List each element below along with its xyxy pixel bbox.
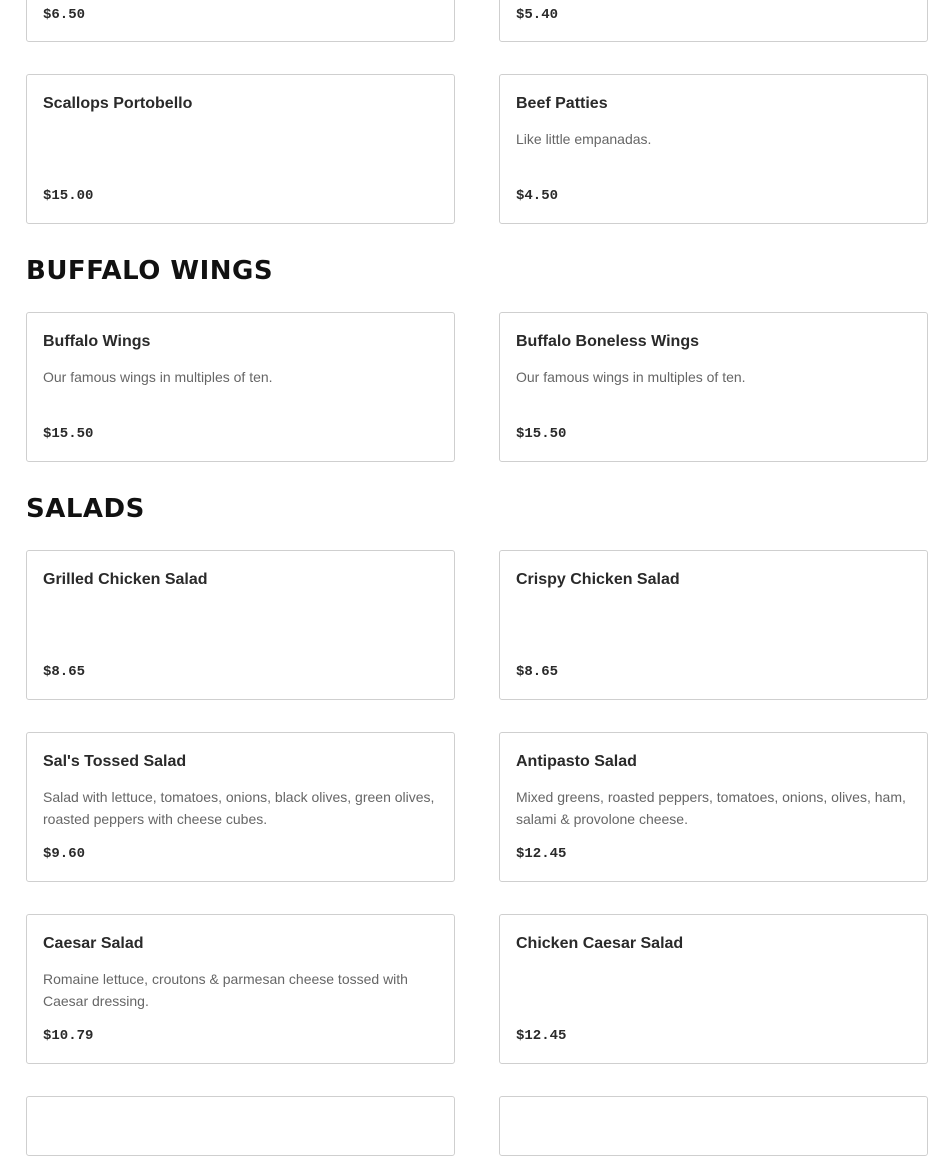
item-name: Grilled Chicken Salad	[43, 571, 208, 588]
menu-item-card[interactable]	[26, 732, 455, 882]
item-price: $15.50	[43, 426, 94, 442]
menu-item-card[interactable]	[26, 312, 455, 462]
item-name: Crispy Chicken Salad	[516, 571, 680, 588]
item-name: Sal's Tossed Salad	[43, 753, 187, 770]
menu-item-card[interactable]	[499, 550, 928, 700]
item-price: $5.40	[516, 7, 559, 23]
item-name: Beef Patties	[516, 95, 608, 112]
item-price: $12.45	[516, 846, 567, 862]
item-price: $12.45	[516, 1028, 567, 1044]
item-name: Buffalo Wings	[43, 333, 151, 350]
item-name: Antipasto Salad	[516, 753, 637, 770]
item-description: Our famous wings in multiples of ten.	[43, 369, 273, 385]
menu-item-card[interactable]	[499, 312, 928, 462]
item-price: $8.65	[43, 664, 86, 680]
item-description: Romaine lettuce, croutons & parmesan cheese tossed with Caesar dressing.	[43, 971, 408, 1009]
item-name: Scallops Portobello	[43, 95, 193, 112]
menu-item-card[interactable]	[26, 74, 455, 224]
section-heading-buffalo-wings: BUFFALO WINGS	[26, 256, 274, 286]
section-heading-salads: SALADS	[26, 494, 145, 524]
item-price: $15.00	[43, 188, 94, 204]
item-name: Buffalo Boneless Wings	[516, 333, 699, 350]
item-description: Like little empanadas.	[516, 131, 652, 147]
menu-item-card[interactable]	[499, 74, 928, 224]
menu-item-card[interactable]	[26, 0, 455, 42]
item-description: Our famous wings in multiples of ten.	[516, 369, 746, 385]
menu-item-card[interactable]	[499, 732, 928, 882]
menu-item-card[interactable]	[499, 914, 928, 1064]
item-price: $6.50	[43, 7, 86, 23]
item-price: $10.79	[43, 1028, 94, 1044]
item-description: Salad with lettuce, tomatoes, onions, black olives, green olives, roasted peppers with cheese cubes.	[43, 789, 435, 827]
item-name: Caesar Salad	[43, 935, 144, 952]
item-name: Chicken Caesar Salad	[516, 935, 684, 952]
item-price: $4.50	[516, 188, 559, 204]
menu-item-card[interactable]	[499, 1096, 928, 1156]
menu-item-card[interactable]	[26, 914, 455, 1064]
menu-item-card[interactable]	[499, 0, 928, 42]
menu-item-card[interactable]	[26, 550, 455, 700]
item-price: $9.60	[43, 846, 86, 862]
item-price: $15.50	[516, 426, 567, 442]
menu-item-card[interactable]	[26, 1096, 455, 1156]
item-price: $8.65	[516, 664, 559, 680]
item-description: Mixed greens, roasted peppers, tomatoes, onions, olives, ham, salami & provolone cheese.	[516, 789, 906, 827]
